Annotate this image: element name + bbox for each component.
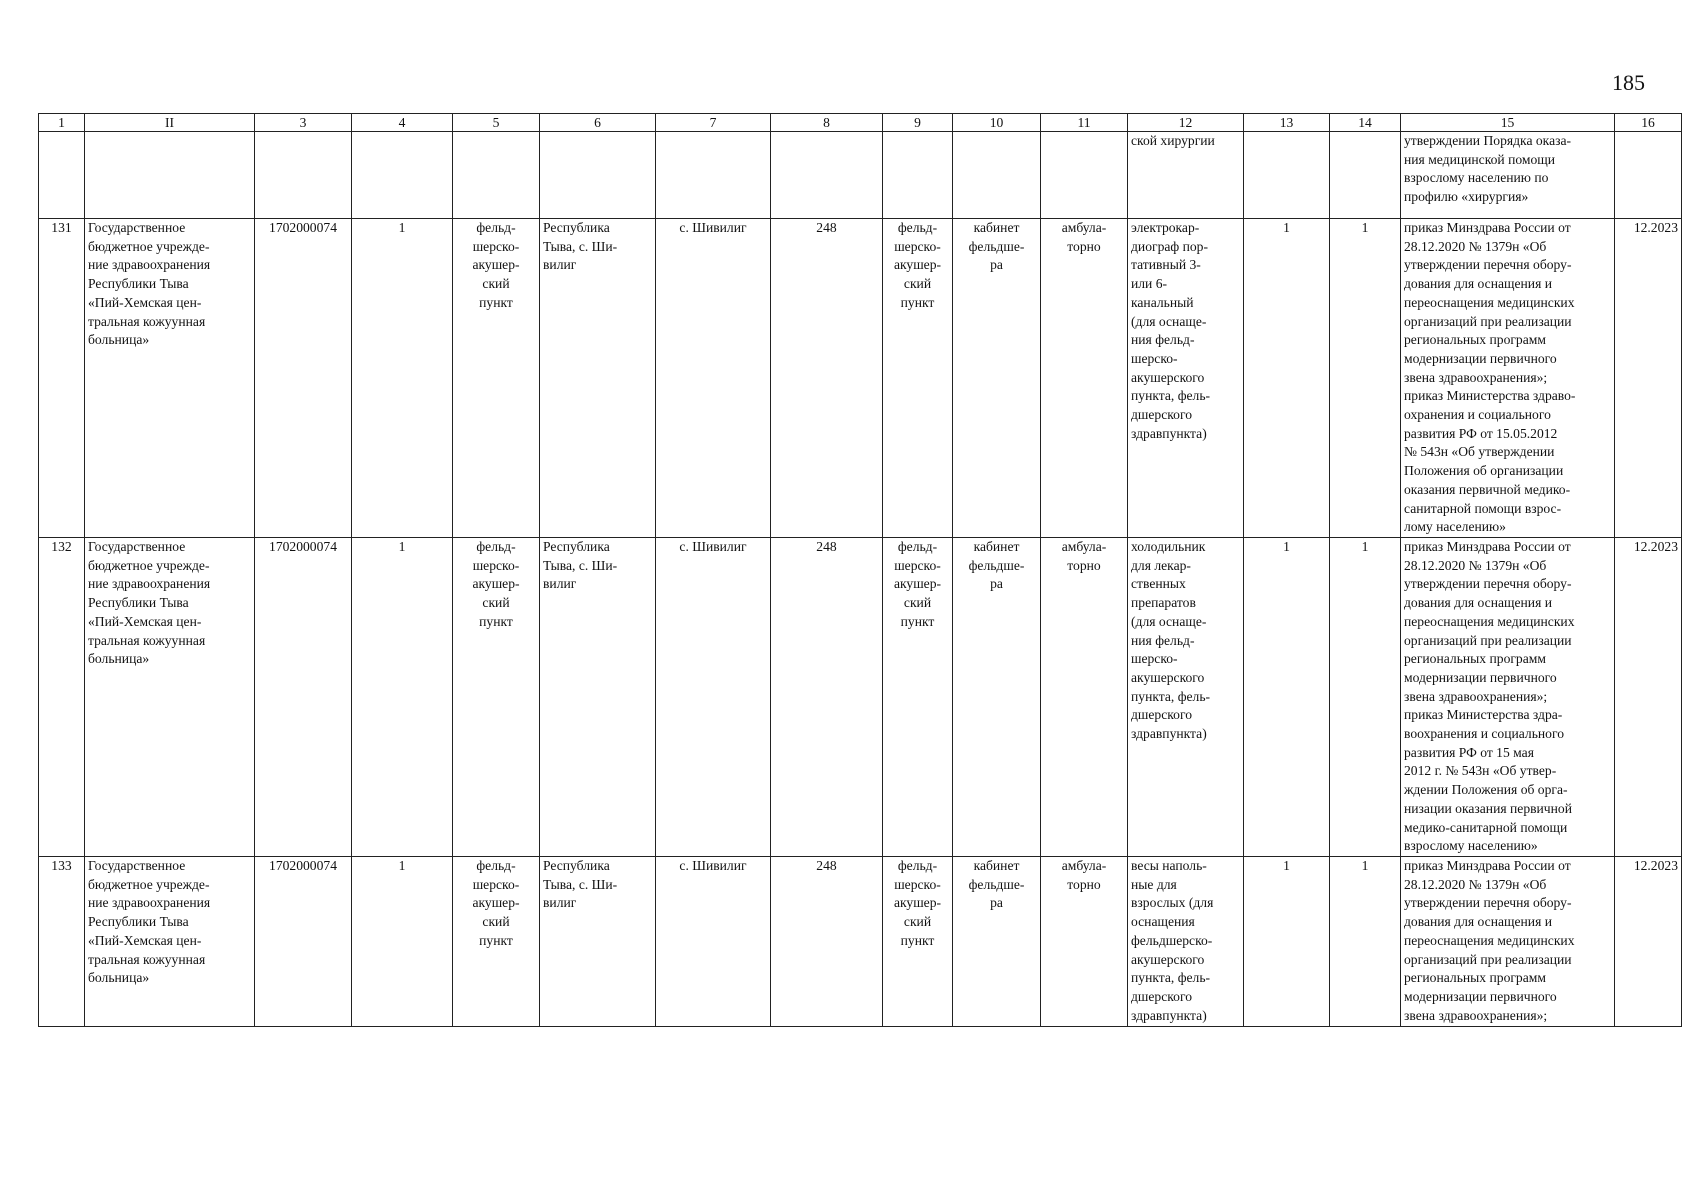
care-form-cell: амбула- торно bbox=[1041, 857, 1128, 1027]
table-cell: 1 bbox=[352, 857, 453, 1027]
table-row bbox=[39, 857, 1682, 1027]
table-cell bbox=[540, 132, 656, 219]
table-cell bbox=[656, 132, 771, 219]
facility-type-cell: фельд- шерско- акушер- ский пункт bbox=[453, 219, 540, 538]
facility-type-cell: фельд- шерско- акушер- ский пункт bbox=[453, 538, 540, 857]
quantity-cell: 1 bbox=[1244, 857, 1330, 1027]
table-cell bbox=[771, 132, 883, 219]
facility-type-cell: фельд- шерско- акушер- ский пункт bbox=[883, 219, 953, 538]
population-cell: 248 bbox=[771, 538, 883, 857]
population-cell: 248 bbox=[771, 857, 883, 1027]
header-cell: 6 bbox=[540, 114, 656, 132]
header-cell: 5 bbox=[453, 114, 540, 132]
table-cell bbox=[453, 132, 540, 219]
table-cell bbox=[1615, 132, 1682, 219]
header-cell: 7 bbox=[656, 114, 771, 132]
header-cell: 14 bbox=[1330, 114, 1401, 132]
quantity-cell: 1 bbox=[1244, 219, 1330, 538]
code-cell: 1702000074 bbox=[255, 219, 352, 538]
header-cell: 1 bbox=[39, 114, 85, 132]
header-cell: 8 bbox=[771, 114, 883, 132]
legal-basis-cell: приказ Минздрава России от 28.12.2020 № 1379н «Об утверждении перечня обору- дования для оснащения и переоснащения медицинских организаций при реализации региональных программ модернизации первичного звена здравоохранения»; bbox=[1401, 857, 1615, 1027]
care-form-cell: амбула- торно bbox=[1041, 538, 1128, 857]
settlement-cell: с. Шивилиг bbox=[656, 538, 771, 857]
equipment-table bbox=[38, 113, 1682, 1027]
table-row bbox=[39, 219, 1682, 538]
address-cell: Республика Тыва, с. Ши- вилиг bbox=[540, 219, 656, 538]
legal-basis-cell: приказ Минздрава России от 28.12.2020 № 1379н «Об утверждении перечня обору- дования для оснащения и переоснащения медицинских организаций при реализации региональных программ модернизации первичного звена здравоохранения»; приказ Министерства здраво- охранения и социального развития РФ от 15.05.2012 № 543н «Об утверждении Положения об организации оказания первичной медико- санитарной помощи взрос- лому населению» bbox=[1401, 219, 1615, 538]
quantity-cell: 1 bbox=[1330, 538, 1401, 857]
header-cell: 3 bbox=[255, 114, 352, 132]
header-cell: II bbox=[85, 114, 255, 132]
date-cell: 12.2023 bbox=[1615, 857, 1682, 1027]
continuation-row bbox=[39, 132, 1682, 219]
table-cell bbox=[85, 132, 255, 219]
address-cell: Республика Тыва, с. Ши- вилиг bbox=[540, 857, 656, 1027]
row-number: 131 bbox=[39, 219, 85, 538]
table-cell bbox=[1244, 132, 1330, 219]
address-cell: Республика Тыва, с. Ши- вилиг bbox=[540, 538, 656, 857]
legal-basis-cell: утверждении Порядка оказа- ния медицинской помощи взрослому населению по профилю «хирургия» bbox=[1401, 132, 1615, 219]
header-cell: 15 bbox=[1401, 114, 1615, 132]
header-cell: 16 bbox=[1615, 114, 1682, 132]
equipment-cell: ской хирургии bbox=[1128, 132, 1244, 219]
equipment-cell: холодильник для лекар- ственных препаратов (для оснаще- ния фельд- шерско- акушерского пункта, фель- дшерского здравпункта) bbox=[1128, 538, 1244, 857]
equipment-cell: весы наполь- ные для взрослых (для оснащения фельдшерско- акушерского пункта, фель- дшерского здравпункта) bbox=[1128, 857, 1244, 1027]
room-cell: кабинет фельдше- ра bbox=[953, 219, 1041, 538]
population-cell: 248 bbox=[771, 219, 883, 538]
table-cell bbox=[352, 132, 453, 219]
code-cell: 1702000074 bbox=[255, 857, 352, 1027]
settlement-cell: с. Шивилиг bbox=[656, 219, 771, 538]
room-cell: кабинет фельдше- ра bbox=[953, 857, 1041, 1027]
header-cell: 10 bbox=[953, 114, 1041, 132]
organization-cell: Государственное бюджетное учрежде- ние здравоохранения Республики Тыва «Пий-Хемская цен- тральная кожуунная больница» bbox=[85, 857, 255, 1027]
table-row bbox=[39, 538, 1682, 857]
care-form-cell: амбула- торно bbox=[1041, 219, 1128, 538]
table-cell bbox=[883, 132, 953, 219]
room-cell: кабинет фельдше- ра bbox=[953, 538, 1041, 857]
header-cell: 4 bbox=[352, 114, 453, 132]
quantity-cell: 1 bbox=[1244, 538, 1330, 857]
organization-cell: Государственное бюджетное учрежде- ние здравоохранения Республики Тыва «Пий-Хемская цен- тральная кожуунная больница» bbox=[85, 538, 255, 857]
table-cell bbox=[953, 132, 1041, 219]
table-cell bbox=[1330, 132, 1401, 219]
equipment-cell: электрокар- диограф пор- тативный 3- или 6- канальный (для оснаще- ния фельд- шерско- акушерского пункта, фель- дшерского здравпункта) bbox=[1128, 219, 1244, 538]
date-cell: 12.2023 bbox=[1615, 538, 1682, 857]
table-cell: 1 bbox=[352, 219, 453, 538]
header-cell: 13 bbox=[1244, 114, 1330, 132]
table-cell: 1 bbox=[352, 538, 453, 857]
quantity-cell: 1 bbox=[1330, 857, 1401, 1027]
row-number: 133 bbox=[39, 857, 85, 1027]
header-cell: 12 bbox=[1128, 114, 1244, 132]
page-number: 185 bbox=[1612, 70, 1645, 95]
facility-type-cell: фельд- шерско- акушер- ский пункт bbox=[453, 857, 540, 1027]
organization-cell: Государственное бюджетное учрежде- ние здравоохранения Республики Тыва «Пий-Хемская цен- тральная кожуунная больница» bbox=[85, 219, 255, 538]
table-cell bbox=[1041, 132, 1128, 219]
table-cell bbox=[39, 132, 85, 219]
facility-type-cell: фельд- шерско- акушер- ский пункт bbox=[883, 538, 953, 857]
header-row bbox=[39, 114, 1682, 132]
table-cell bbox=[255, 132, 352, 219]
date-cell: 12.2023 bbox=[1615, 219, 1682, 538]
legal-basis-cell: приказ Минздрава России от 28.12.2020 № 1379н «Об утверждении перечня обору- дования для оснащения и переоснащения медицинских организаций при реализации региональных программ модернизации первичного звена здравоохранения»; приказ Министерства здра- воохранения и социального развития РФ от 15 мая 2012 г. № 543н «Об утвер- ждении Положения об орга- низации оказания первичной медико-санитарной помощи взрослому населению» bbox=[1401, 538, 1615, 857]
row-number: 132 bbox=[39, 538, 85, 857]
header-cell: 11 bbox=[1041, 114, 1128, 132]
settlement-cell: с. Шивилиг bbox=[656, 857, 771, 1027]
code-cell: 1702000074 bbox=[255, 538, 352, 857]
quantity-cell: 1 bbox=[1330, 219, 1401, 538]
header-cell: 9 bbox=[883, 114, 953, 132]
facility-type-cell: фельд- шерско- акушер- ский пункт bbox=[883, 857, 953, 1027]
